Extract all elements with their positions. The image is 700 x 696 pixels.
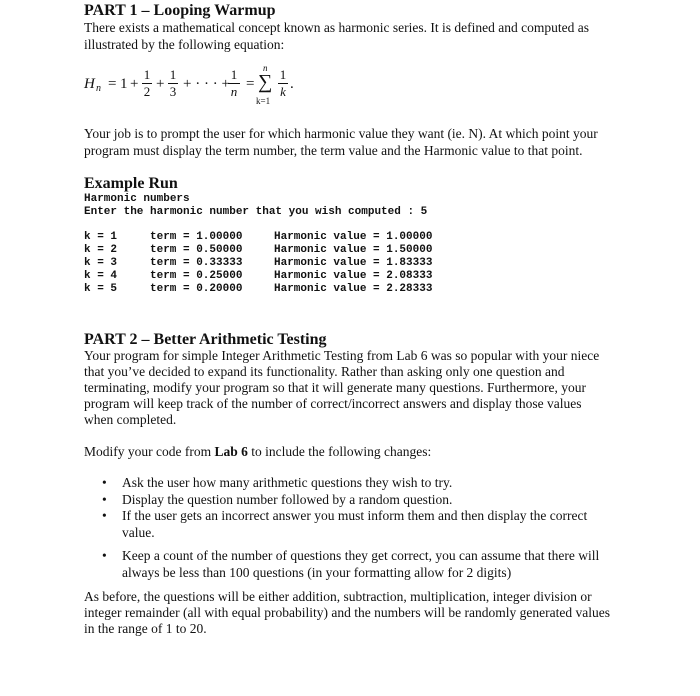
part1-job-line-1: Your job is to prompt the user for which harmonic value they want (ie. N). At which point your bbox=[84, 126, 598, 141]
modify-instruction: Modify your code from Lab 6 to include the following changes: bbox=[84, 444, 432, 459]
list-item: • Keep a count of the number of questions they get correct, you can assume that there will always be less than 100 questions (in your formatting allow for 2 digits) bbox=[102, 548, 600, 580]
list-item: • Ask the user how many arithmetic questions they wish to try. bbox=[102, 475, 453, 490]
example-run-title: Example Run bbox=[84, 175, 178, 192]
k-cell: k = 5 bbox=[84, 283, 118, 295]
term-cell: term = 0.20000 bbox=[150, 283, 243, 295]
bullet-icon: • bbox=[102, 508, 107, 523]
run-prompt: Enter the harmonic number that you wish computed : 5 bbox=[84, 206, 428, 218]
term-cell: term = 0.25000 bbox=[150, 270, 243, 282]
harmonic-cell: Harmonic value = 1.00000 bbox=[274, 231, 433, 243]
term-cell: term = 0.33333 bbox=[150, 257, 243, 269]
table-row bbox=[84, 231, 432, 244]
part2-para-line-1: Your program for simple Integer Arithmetic Testing from Lab 6 was so popular with your niece bbox=[84, 348, 600, 363]
fraction-one-third: 1 3 bbox=[169, 67, 177, 99]
part2-para-line-4: program will keep track of the number of correct/incorrect answers and display those values bbox=[84, 396, 582, 411]
harmonic-cell: Harmonic value = 2.28333 bbox=[274, 283, 433, 295]
part2-para-line-5: when completed. bbox=[84, 412, 177, 427]
closing-line-2: integer remainder (all with equal probability) and the numbers will be randomly generated values bbox=[84, 605, 610, 620]
part1-title: PART 1 – Looping Warmup bbox=[84, 2, 276, 19]
k-cell: k = 1 bbox=[84, 231, 118, 243]
table-row bbox=[84, 257, 432, 270]
k-cell: k = 2 bbox=[84, 244, 118, 256]
table-row bbox=[84, 283, 432, 296]
harmonic-cell: Harmonic value = 1.83333 bbox=[274, 257, 433, 269]
table-row bbox=[84, 270, 432, 283]
fraction-one-half: 1 2 bbox=[143, 67, 151, 99]
closing-line-3: in the range of 1 to 20. bbox=[84, 621, 207, 636]
bullet-icon: • bbox=[102, 475, 107, 490]
part2-para-line-3: terminating, modify your program so that it will generate many questions. Furthermore, your bbox=[84, 380, 587, 395]
harmonic-cell: Harmonic value = 2.08333 bbox=[274, 270, 433, 282]
harmonic-equation: H n = 1 + 1 2 + 1 3 + · · · + 1 n = n ∑ k=1 1 k . bbox=[84, 63, 294, 106]
changes-list bbox=[84, 475, 624, 581]
list-item: • Display the question number followed by a random question. bbox=[102, 491, 453, 507]
run-output-table bbox=[84, 231, 432, 296]
table-row bbox=[84, 244, 432, 257]
fraction-one-over-n: 1 n bbox=[228, 68, 240, 99]
k-cell: k = 3 bbox=[84, 257, 118, 269]
run-header: Harmonic numbers bbox=[84, 193, 190, 205]
part2-para-line-2: that you’ve decided to expand its functionality. Rather than asking only one question and bbox=[84, 364, 565, 379]
summation-icon: ∑ bbox=[258, 71, 273, 93]
part1-job-line-2: program must display the term number, the term value and the Harmonic value to that point. bbox=[84, 143, 583, 158]
closing-line-1: As before, the questions will be either addition, subtraction, multiplication, integer division or bbox=[84, 589, 592, 604]
harmonic-cell: Harmonic value = 1.50000 bbox=[274, 244, 433, 256]
k-cell: k = 4 bbox=[84, 270, 118, 282]
list-item: • If the user gets an incorrect answer you must inform them and then display the correct value. bbox=[102, 508, 588, 540]
part1-intro: There exists a mathematical concept known as harmonic series. It is defined and computed as illustrated by the following equation: bbox=[84, 20, 589, 52]
term-cell: term = 0.50000 bbox=[150, 244, 243, 256]
bullet-icon: • bbox=[102, 491, 107, 507]
bullet-icon: • bbox=[102, 548, 107, 563]
term-cell: term = 1.00000 bbox=[150, 231, 243, 243]
fraction-one-over-k: 1 k bbox=[279, 67, 287, 99]
part2-title: PART 2 – Better Arithmetic Testing bbox=[84, 331, 327, 348]
